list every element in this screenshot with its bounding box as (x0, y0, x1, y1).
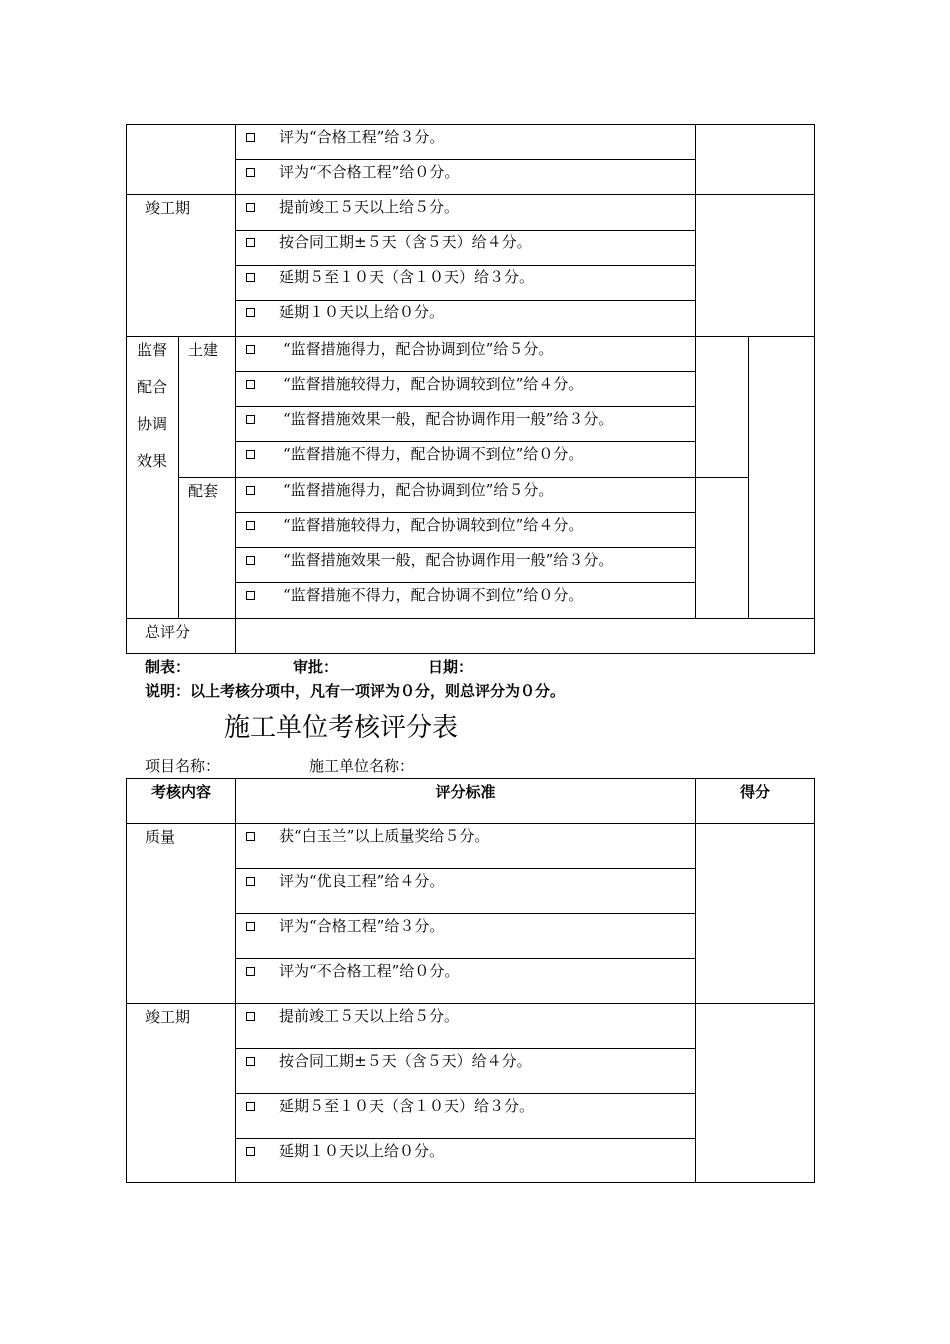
subcategory-label-support: 配套 (188, 482, 219, 500)
row-divider (235, 265, 696, 266)
criteria-text: 获“白玉兰”以上质量奖给５分。 (279, 827, 490, 845)
checkbox[interactable] (246, 877, 255, 886)
table-2-top-border (126, 778, 815, 779)
checkbox[interactable] (246, 486, 255, 495)
row-divider (235, 512, 696, 513)
row-divider-support (178, 477, 749, 478)
subcategory-label-civil: 土建 (188, 341, 219, 359)
criteria-text: “监督措施较得力，配合协调较到位”给４分。 (283, 516, 584, 534)
criteria-text: “监督措施不得力，配合协调不到位”给０分。 (283, 586, 584, 604)
checkbox[interactable] (246, 415, 255, 424)
checkbox[interactable] (246, 168, 255, 177)
checkbox[interactable] (246, 591, 255, 600)
category-label-completion: 竣工期 (145, 1008, 191, 1026)
criteria-text: 延期５至１０天（含１０天）给３分。 (279, 268, 535, 286)
row-divider-supervision (126, 336, 815, 337)
table-2-right-border (814, 778, 815, 1183)
table-1-right-border (814, 124, 815, 654)
category-label-completion: 竣工期 (145, 199, 191, 217)
contractor-name-label: 施工单位名称： (309, 757, 415, 775)
row-divider (235, 371, 696, 372)
total-score-label: 总评分 (145, 623, 191, 641)
checkbox[interactable] (246, 380, 255, 389)
date-label: 日期： (428, 658, 474, 676)
checkbox[interactable] (246, 832, 255, 841)
prepared-by-label: 制表： (145, 658, 191, 676)
criteria-text: “监督措施不得力，配合协调不到位”给０分。 (283, 445, 584, 463)
criteria-text: 评为“合格工程”给３分。 (279, 917, 445, 935)
criteria-text: 按合同工期±５天（含５天）给４分。 (279, 233, 532, 251)
table-2-left-border (126, 778, 127, 1183)
row-divider (235, 868, 696, 869)
criteria-text: 延期１０天以上给０分。 (279, 303, 445, 321)
header-content: 考核内容 (150, 783, 211, 801)
checkbox[interactable] (246, 450, 255, 459)
checkbox[interactable] (246, 1102, 255, 1111)
row-divider (235, 582, 696, 583)
header-row-divider (126, 823, 815, 824)
criteria-text: 评为“优良工程”给４分。 (279, 872, 445, 890)
row-divider (235, 547, 696, 548)
row-divider (235, 441, 696, 442)
header-score: 得分 (739, 783, 770, 801)
checkbox[interactable] (246, 967, 255, 976)
table-1-top-border (126, 124, 815, 125)
table-1-bottom-border (126, 653, 815, 654)
criteria-text: 评为“合格工程”给３分。 (279, 128, 445, 146)
checkbox[interactable] (246, 345, 255, 354)
criteria-text: “监督措施效果一般，配合协调作用一般”给３分。 (283, 551, 614, 569)
criteria-text: 提前竣工５天以上给５分。 (279, 198, 460, 216)
row-divider-completion (126, 194, 815, 195)
header-criteria: 评分标准 (435, 783, 496, 801)
checkbox[interactable] (246, 556, 255, 565)
criteria-text: 评为“不合格工程”给０分。 (279, 962, 460, 980)
approved-by-label: 审批： (293, 658, 339, 676)
checkbox[interactable] (246, 1012, 255, 1021)
col-divider-criteria (235, 124, 236, 654)
row-divider (235, 300, 696, 301)
checkbox[interactable] (246, 922, 255, 931)
checkbox[interactable] (246, 1147, 255, 1156)
col-divider-score (695, 778, 696, 1183)
category-label-supervision-line: 效果 (137, 452, 168, 470)
row-divider (235, 1093, 696, 1094)
category-label-supervision-line: 监督 (137, 341, 168, 359)
row-divider-total (126, 618, 815, 619)
checkbox[interactable] (246, 273, 255, 282)
checkbox[interactable] (246, 203, 255, 212)
category-label-quality: 质量 (145, 828, 176, 846)
checkbox[interactable] (246, 133, 255, 142)
page-title: 施工单位考核评分表 (224, 713, 459, 743)
criteria-text: 延期５至１０天（含１０天）给３分。 (279, 1097, 535, 1115)
row-divider (235, 1048, 696, 1049)
criteria-text: “监督措施较得力，配合协调较到位”给４分。 (283, 375, 584, 393)
checkbox[interactable] (246, 308, 255, 317)
table-2-bottom-border (126, 1182, 815, 1183)
note-text: 说明：以上考核分项中，凡有一项评为０分，则总评分为０分。 (145, 682, 566, 700)
row-divider (235, 230, 696, 231)
criteria-text: “监督措施得力，配合协调到位”给５分。 (283, 481, 554, 499)
project-name-label: 项目名称： (145, 757, 221, 775)
row-divider (235, 159, 696, 160)
col-divider-criteria (235, 778, 236, 1183)
row-divider-completion (126, 1003, 815, 1004)
row-divider (235, 913, 696, 914)
category-label-supervision-line: 配合 (137, 378, 168, 396)
row-divider (235, 406, 696, 407)
checkbox[interactable] (246, 238, 255, 247)
criteria-text: 评为“不合格工程”给０分。 (279, 163, 460, 181)
criteria-text: 按合同工期±５天（含５天）给４分。 (279, 1052, 532, 1070)
checkbox[interactable] (246, 1057, 255, 1066)
category-label-supervision-line: 协调 (137, 415, 168, 433)
criteria-text: “监督措施效果一般，配合协调作用一般”给３分。 (283, 410, 614, 428)
checkbox[interactable] (246, 521, 255, 530)
criteria-text: “监督措施得力，配合协调到位”给５分。 (283, 340, 554, 358)
row-divider (235, 1138, 696, 1139)
table-1-left-border (126, 124, 127, 654)
criteria-text: 延期１０天以上给０分。 (279, 1142, 445, 1160)
criteria-text: 提前竣工５天以上给５分。 (279, 1007, 460, 1025)
row-divider (235, 958, 696, 959)
